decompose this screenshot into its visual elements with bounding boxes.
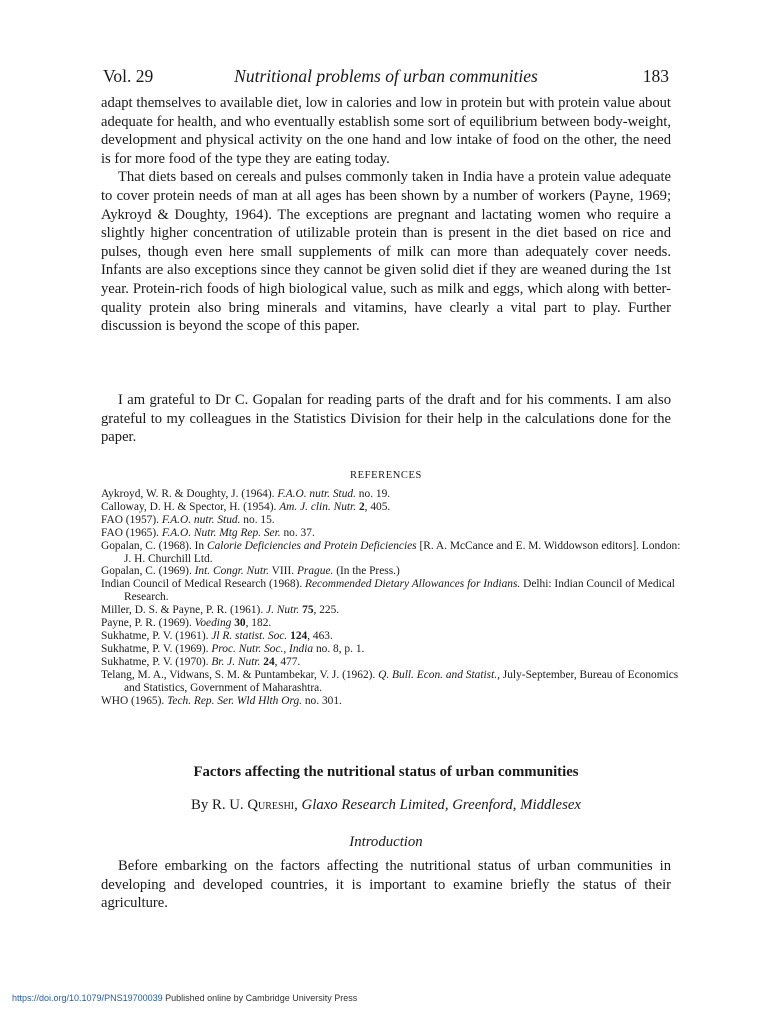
reference-item	[101, 695, 681, 708]
paragraph-2: That diets based on cereals and pulses commonly taken in India have a protein value adequate to cover protein needs of man at all ages has been shown by a number of workers (Payne, 1969; Aykroyd & Doughty, 1964). The exceptions are pregnant and lactating women who require a slightly higher concentration of utilizable protein than is present in the diet based on rice and pulses, though even here small supplements of milk can more than adequately cover needs. Infants are also exceptions since they cannot be given solid diet if they are weaned during the 1st year. Protein-rich foods of high biological value, such as milk and eggs, which along with better-quality protein also bring minerals and vitamins, have clearly a vital part to play. Further discussion is beyond the scope of this paper.	[101, 169, 671, 335]
publication-note: Published online by Cambridge University Press	[162, 993, 358, 1003]
reference-text: Sukhatme, P. V. (1969).	[101, 642, 212, 655]
reference-text: Am. J. clin. Nutr.	[279, 500, 357, 513]
reference-text: Recommended Dietary Allowances for Indians.	[305, 578, 521, 591]
reference-text: no. 301.	[302, 694, 342, 707]
reference-text: WHO (1965).	[101, 694, 168, 707]
reference-text: no. 8, p. 1.	[313, 642, 365, 655]
reference-text: Int. Congr. Nutr.	[194, 565, 270, 578]
running-title: Nutritional problems of urban communities	[234, 66, 538, 86]
reference-text: Q. Bull. Econ. and Statist.	[378, 668, 498, 681]
author-affiliation: Glaxo Research Limited, Greenford, Middlesex	[301, 797, 581, 813]
reference-text: Gopalan, C. (1969).	[101, 565, 195, 578]
references-heading: REFERENCES	[350, 470, 422, 481]
reference-text: FAO (1965).	[101, 526, 162, 539]
reference-item	[101, 540, 681, 566]
reference-text: Sukhatme, P. V. (1961).	[101, 629, 212, 642]
reference-item	[101, 669, 681, 695]
reference-text: F.A.O. Nutr. Mtg Rep. Ser.	[161, 526, 281, 539]
intro-text: Before embarking on the factors affecting the nutritional status of urban communities in developing and developed countries, it is important to examine briefly the status of their agriculture.	[101, 858, 671, 912]
reference-text: Payne, P. R. (1969).	[101, 617, 195, 630]
reference-text: Prague.	[296, 565, 334, 578]
author-name: Qureshi	[247, 797, 295, 813]
reference-text: , 182.	[245, 617, 272, 630]
section-heading: Introduction	[349, 834, 423, 850]
reference-text: Miller, D. S. & Payne, P. R. (1961).	[101, 604, 267, 617]
reference-item	[101, 514, 681, 527]
reference-text: Tech. Rep. Ser. Wld Hlth Org.	[167, 694, 303, 707]
reference-text: 124	[290, 629, 308, 642]
running-header	[103, 66, 669, 92]
acknowledgement-paragraph: I am grateful to Dr C. Gopalan for reading parts of the draft and for his comments. I am also grateful to my colleagues in the Statistics Division for their help in the calculations done for the paper.	[101, 392, 671, 446]
reference-text: Voeding	[194, 617, 232, 630]
reference-item	[101, 501, 681, 514]
reference-text: J. Nutr.	[266, 604, 300, 617]
reference-text: , 463.	[307, 629, 333, 642]
reference-text: Indian Council of Medical Research (1968).	[101, 578, 306, 591]
reference-item	[101, 617, 681, 630]
reference-item	[101, 656, 681, 669]
doi-link[interactable]: https://doi.org/10.1079/PNS19700039	[12, 993, 163, 1003]
paragraph-continued	[101, 94, 671, 336]
reference-text: Proc. Nutr. Soc., India	[211, 642, 314, 655]
reference-text: 75	[302, 604, 314, 617]
reference-text: , 477.	[274, 655, 301, 668]
reference-text: Sukhatme, P. V. (1970).	[101, 655, 212, 668]
reference-item	[101, 488, 681, 501]
reference-text: Jl R. statist. Soc.	[211, 629, 288, 642]
reference-text: 24	[263, 655, 275, 668]
reference-text: no. 19.	[355, 488, 391, 500]
introduction-paragraph	[101, 857, 671, 913]
volume-label: Vol. 29	[103, 66, 154, 86]
reference-text: F.A.O. nutr. Stud.	[277, 488, 356, 500]
reference-text: Telang, M. A., Vidwans, S. M. & Puntambekar, V. J. (1962).	[101, 668, 379, 681]
reference-text: FAO (1957).	[101, 513, 162, 526]
byline: By R. U. Qureshi, Glaxo Research Limited, Greenford, Middlesex	[191, 797, 581, 813]
reference-item	[101, 527, 681, 540]
reference-text: 2	[358, 500, 365, 513]
page-footer	[12, 993, 357, 1003]
references-list	[101, 488, 681, 707]
article-title: Factors affecting the nutritional status of urban communities	[193, 764, 579, 780]
reference-text: Br. J. Nutr.	[211, 655, 261, 668]
reference-item	[101, 643, 681, 656]
reference-text: , 225.	[313, 604, 340, 617]
reference-text: [R. A. McCance and E. M. Widdowson editors]. London: J. H. Churchill Ltd.	[124, 539, 681, 565]
reference-item	[101, 565, 681, 578]
reference-text: Delhi: Indian Council of Medical Research.	[124, 578, 675, 604]
reference-text: , July-September, Bureau of Economics and Statistics, Government of Maharashtra.	[124, 668, 679, 694]
reference-text: , 405.	[364, 500, 391, 513]
reference-text: (In the Press.)	[333, 565, 400, 578]
reference-item	[101, 604, 681, 617]
reference-text: no. 37.	[280, 526, 315, 539]
reference-text: Aykroyd, W. R. & Doughty, J. (1964).	[101, 488, 278, 500]
reference-text: VIII.	[269, 565, 297, 578]
reference-item	[101, 578, 681, 604]
reference-text: no. 15.	[240, 513, 275, 526]
reference-text: Calloway, D. H. & Spector, H. (1954).	[101, 500, 280, 513]
paragraph-1: adapt themselves to available diet, low in calories and low in protein but with protein value about adequate for health, and who eventually establish some sort of equilibrium between body-weight, development and physical activity on the one hand and low intake of food on the other, the need is for more food of the type they are eating today.	[101, 95, 671, 167]
reference-item	[101, 630, 681, 643]
byline-prefix: By R. U.	[191, 797, 248, 813]
reference-text: Gopalan, C. (1968). In	[101, 539, 207, 552]
reference-text: F.A.O. nutr. Stud.	[161, 513, 241, 526]
acknowledgements	[101, 391, 671, 447]
page-number: 183	[642, 66, 669, 86]
reference-text: 30	[234, 617, 246, 630]
reference-text: Calorie Deficiencies and Protein Deficiencies	[206, 539, 417, 552]
